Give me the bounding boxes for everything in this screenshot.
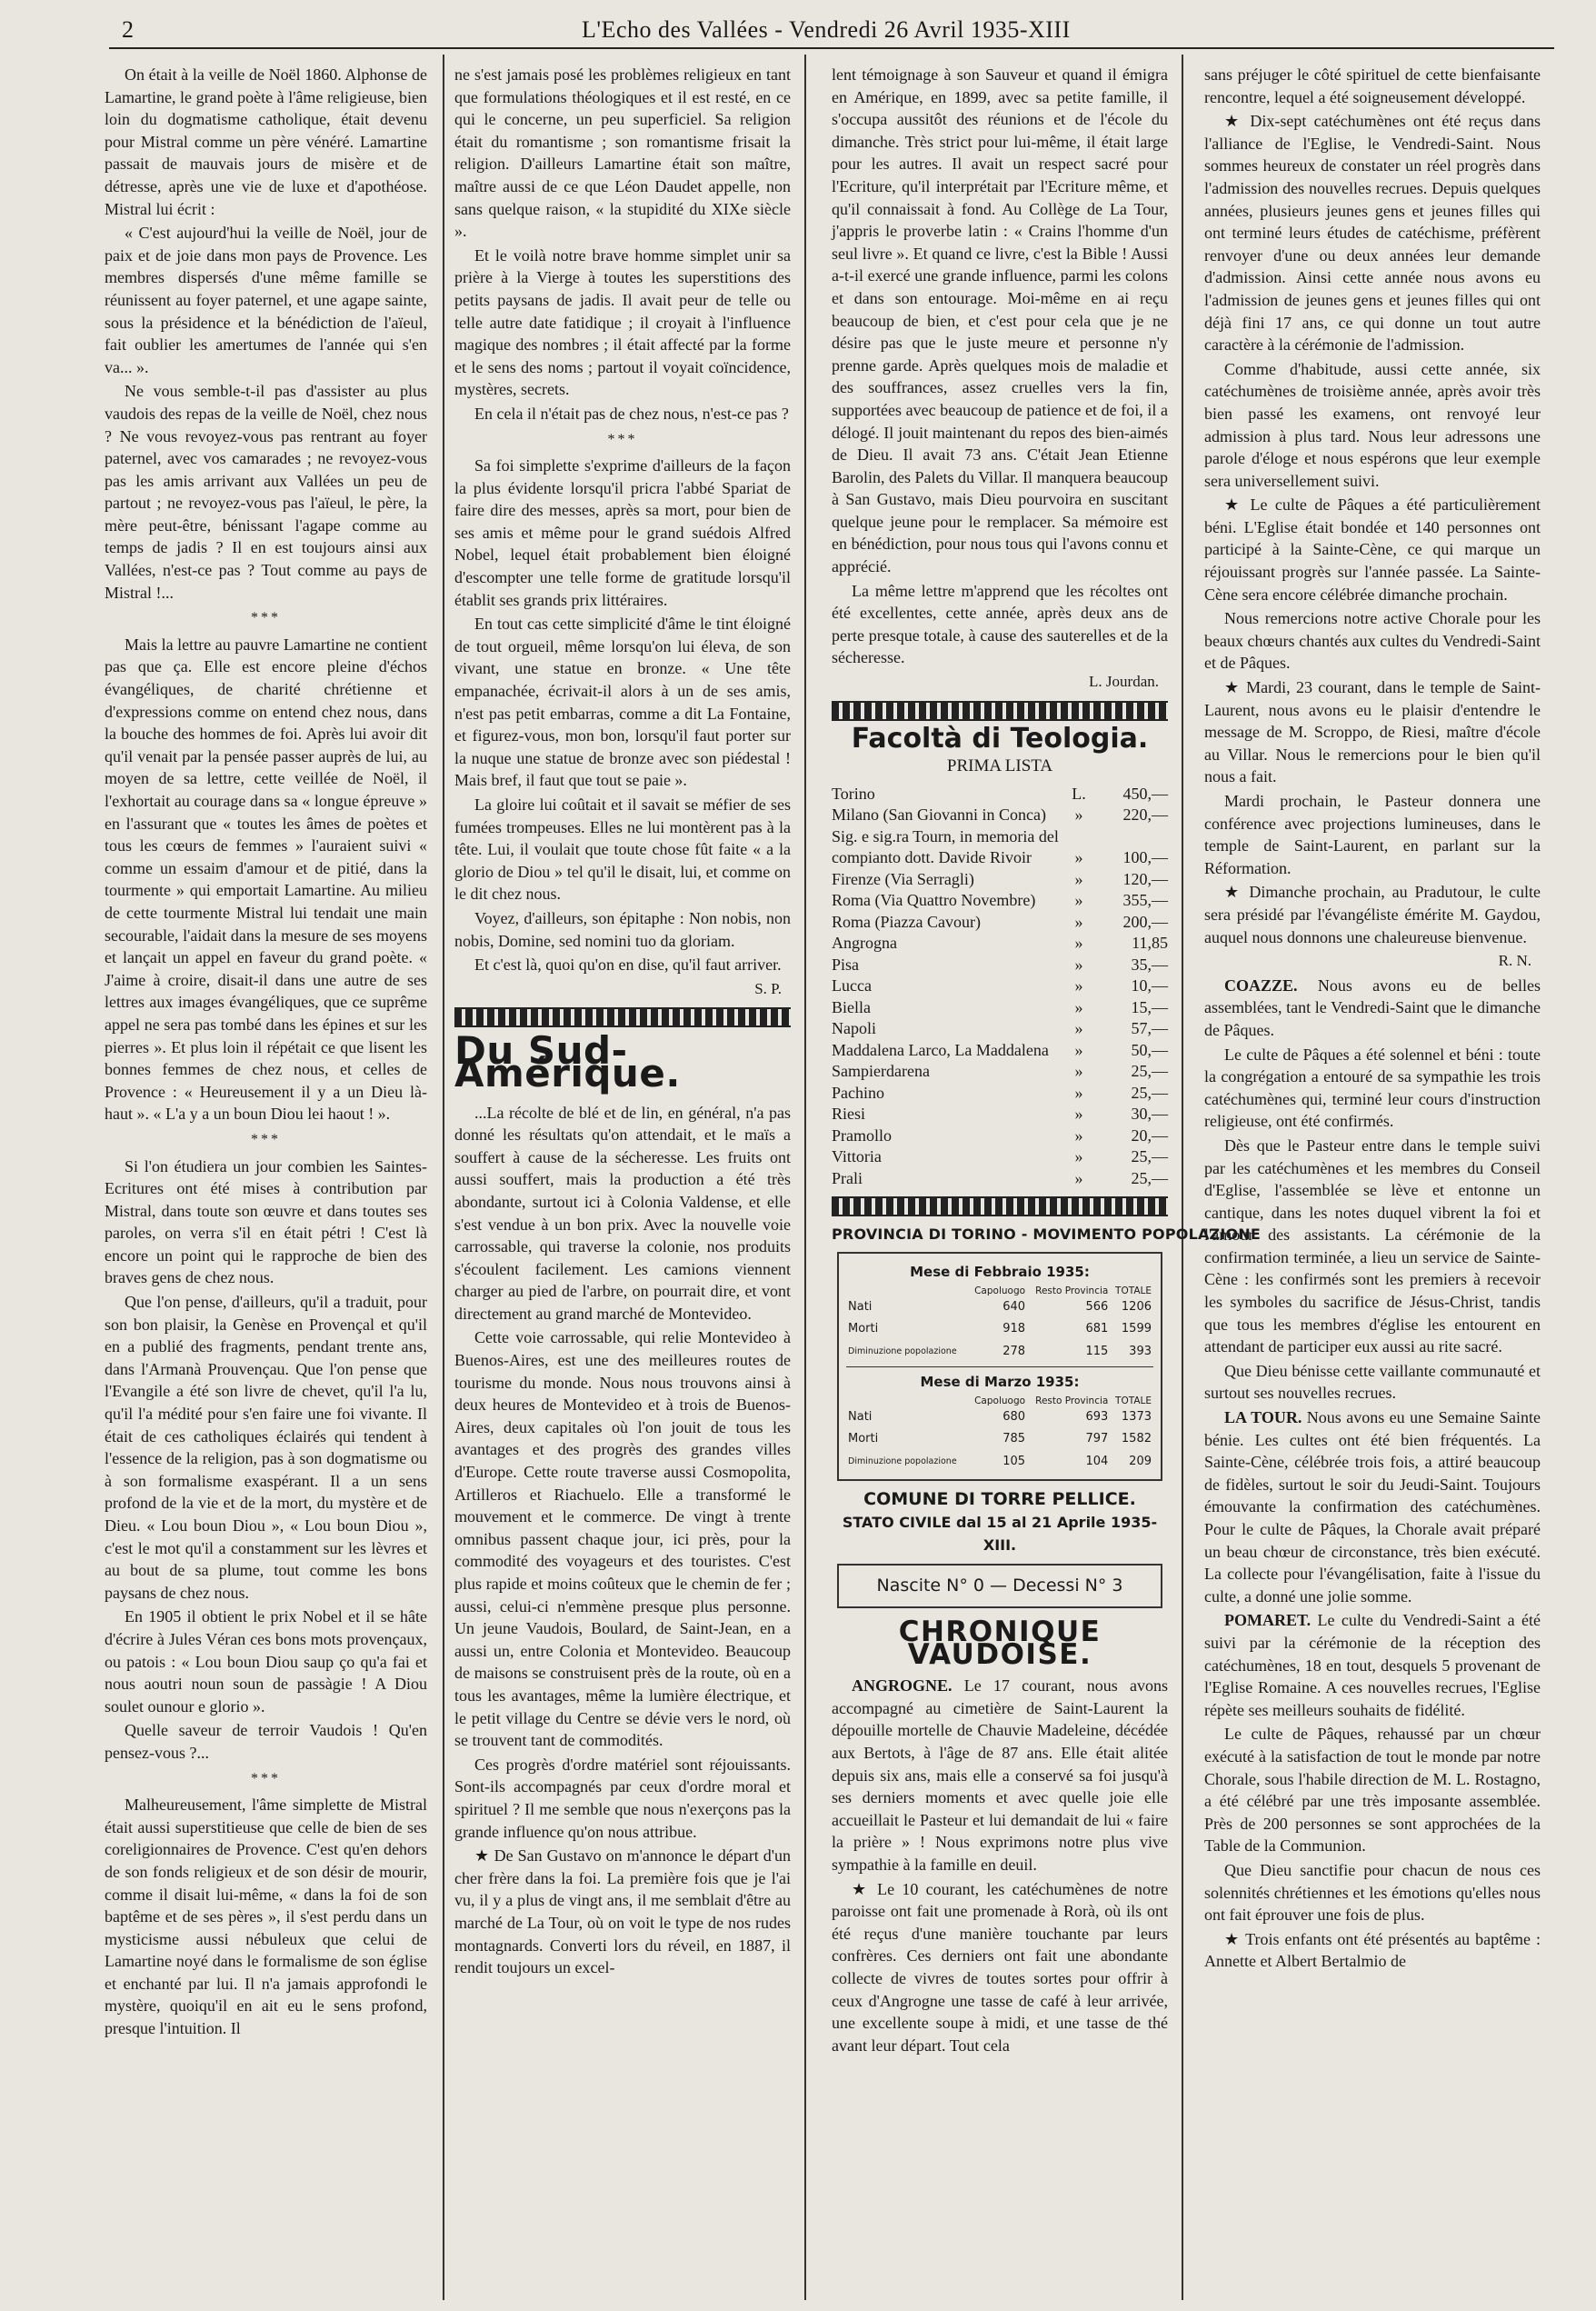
cell: 797 <box>1085 1432 1109 1446</box>
paragraph <box>1204 975 1541 1042</box>
paragraph: Si l'on étudiera un jour combien les Saintes-Ecritures ont été mises à contribution par Mistral, dans toute son œuvre et dans toutes ses paroles, on verra s'il en était pétri ! C'est là encore un point qui le rapproche de bien des braves gens de chez nous. <box>105 1156 427 1287</box>
place-name: LA TOUR. <box>1224 1408 1302 1427</box>
column-header: Capoluogo <box>974 1285 1026 1296</box>
currency: » <box>1074 1125 1083 1145</box>
amount: 25,— <box>1131 1147 1168 1166</box>
facolta-title: Facoltà di Teologia. <box>851 722 1149 755</box>
month-heading: Mese di Febbraio 1935: <box>910 1263 1090 1280</box>
row-label: Morti <box>848 1322 879 1336</box>
paragraph-text: ★ Dimanche prochain, au Pradutour, le culte sera présidé par l'évangéliste émérite M. Gaydou, auquel nous donnons une chaleureuse bienvenue. <box>1204 883 1541 946</box>
paragraph <box>1204 1723 1541 1857</box>
donor-name: Lucca <box>832 976 872 995</box>
signature: L. Jourdan. <box>1089 673 1159 691</box>
donation-row <box>832 975 1168 997</box>
paragraph-text: Nous avons eu une Semaine Sainte bénie. Les cultes ont été bien fréquentés. La Sainte-Cène, célébrée trois fois, a attiré beaucoup de fidèles, surtout le soir du Jeudi-Saint. Toujours émouvante la confirmation des catéchumènes. Pour le culte de Pâques, la Chorale avait préparé un beau chœur de circonstance, très bien exécuté. La collecte pour l'évangélisation, faite à l'issue du culte, a donné une jolie somme. <box>1204 1408 1541 1606</box>
paragraph <box>1204 607 1541 675</box>
row-label-text: Diminuzione popolazione <box>848 1346 957 1356</box>
paragraph-text: ★ Trois enfants ont été présentés au baptême : Annette et Albert Bertalmio de <box>1204 1929 1541 1971</box>
paragraph: ne s'est jamais posé les problèmes religieux en tant que formulations théologiques et il est resté, en ce qui le concerne, un peu superficiel. Sa religion était du romantisme ; son romantisme frisait la religion. D'ailleurs Lamartine était son maître, maître aussi de ce que Léon Daudet appelle, non sans quelque raison, « la stupidité du XIXe siècle ». <box>454 65 791 241</box>
decorative-border <box>454 1007 791 1027</box>
donor-name: Napoli <box>832 1019 876 1038</box>
currency: » <box>1074 869 1083 888</box>
donation-row <box>832 1018 1168 1040</box>
paragraph <box>1204 1609 1541 1721</box>
column-2 <box>454 64 791 2296</box>
paragraph-text: Que Dieu sanctifie pour chacun de nous ces solennités chrétiennes et les émotions qu'elles nous ont fait éprouver une fois de plus. <box>1204 1860 1541 1925</box>
donation-row <box>832 847 1168 869</box>
paragraph <box>832 1675 1168 1876</box>
column-divider <box>1182 55 1183 2300</box>
paragraph-text: ★ Dix-sept catéchumènes ont été reçus dans l'alliance de l'Eglise, le Vendredi-Saint. Nous sommes heureux de constater un réel progrès dans l'admission des nouvelles recrues. Depuis quelques années, plusieurs jeunes gens et jeunes filles qui ont terminé leurs études de catéchisme, préfèrent renvoyer d'une ou deux années leur demande d'admission. Ainsi cette année nous avons eu l'admission de jeunes gens et jeunes filles qui ont déjà fini 17 ans, ce qui donne un tout autre caractère à la cérémonie de l'admission. <box>1204 112 1541 355</box>
paragraph <box>1204 494 1541 605</box>
paragraph: La gloire lui coûtait et il savait se méfier de ses fumées trompeuses. Elles ne lui montèrent pas à la tête. Lui, il voulait que toute chose fût faite « a la glorio de Diou » tel qu'il le disait, lui, et comme on le dit chez nous. <box>454 795 791 904</box>
paragraph-text: Nous remercions notre active Chorale pour les beaux chœurs chantés aux cultes du Vendredi-Saint et de Pâques. <box>1204 609 1541 673</box>
paragraph: Ces progrès d'ordre matériel sont réjouissants. Sont-ils accompagnés par ceux d'ordre moral et spirituel ? Il me semble que nous n'exerçons pas la grande influence qu'on nous attribue. <box>454 1755 791 1841</box>
donation-row <box>832 1040 1168 1062</box>
amount: 10,— <box>1131 976 1168 995</box>
paragraph: Que l'on pense, d'ailleurs, qu'il a traduit, pour son bon plaisir, la Genèse en Provençal et qu'il en a publié des fragments, pendant trente ans, dans l'Armanà Prouvençau. Que l'on pense que l'Evangile a été son livre de chevet, qu'il l'a lu, qu'il l'a médité pour s'en faire une foi vivante. Il était de ces catholiques éclairés qui tendent à l'essence de la religion, pas à son dogmatisme ou à son formalisme exaspérant. Il a un sens profond de la vie et de la mort, du mystère et de Dieu. « Lou boun Diou », « Lou boun Diou », c'est le mot qu'il a constamment sur les lèvres et au bout de sa plume, tout comme les bons paysans de chez nous. <box>105 1293 427 1602</box>
paragraph-text: Comme d'habitude, aussi cette année, six catéchumènes de troisième année, après avoir très bien passé les examens, ont renvoyé leur admission à plus tard. Nous leur adressons une parole d'éloge et nous espérons que leur exemple sera universellement suivi. <box>1204 359 1541 490</box>
donor-name: Firenze (Via Serragli) <box>832 869 974 888</box>
column-header: Resto Provincia <box>1035 1395 1109 1406</box>
currency: » <box>1074 1083 1083 1102</box>
donation-row <box>832 784 1168 805</box>
paragraph-text: Le 17 courant, nous avons accompagné au cimetière de Saint-Laurent la dépouille mortelle de Chauvie Madeleine, décédée aux Bertots, à l'âge de 87 ans. Elle était alitée depuis six ans, mais elle a conservé sa foi jusqu'à ses derniers moments et avec quelle joie elle accueillait le Pasteur et lui demandait de lui « faire la prière » ! Nous exprimons notre plus vive sympathie à la famille en deuil. <box>832 1676 1168 1874</box>
column-header: Capoluogo <box>974 1395 1026 1406</box>
newspaper-title: L'Echo des Vallées - Vendredi 26 Avril 1935-XIII <box>582 16 1071 43</box>
paragraph <box>1204 1044 1541 1133</box>
place-name: COAZZE. <box>1224 975 1298 995</box>
place-name: POMARET. <box>1224 1611 1312 1630</box>
column-4 <box>1204 64 1541 2296</box>
paragraph <box>1204 676 1541 788</box>
amount: 20,— <box>1131 1125 1168 1145</box>
donation-row <box>832 826 1168 848</box>
currency: » <box>1074 934 1083 953</box>
table-row <box>846 1428 1153 1451</box>
column-1 <box>105 64 427 2296</box>
donation-row <box>832 1083 1168 1105</box>
amount: 57,— <box>1131 1019 1168 1038</box>
paragraph: Ne vous semble-t-il pas d'assister au plus vaudois des repas de la veille de Noël, chez nous ? Ne vous revoyez-vous pas rentrant au foyer paternel, avec vos camarades ; ne revoyez-vous pas les amis arrivant aux Vallées un peu de partout ; ne revoyez-vous pas l'aïeul, le père, la mère peut-être, bénissant l'agape comme au temps de jadis ? Il en est toujours ainsi aux Vallées, n'est-ce pas ? Tout comme au pays de Mistral !... <box>105 382 427 602</box>
cell: 1373 <box>1121 1409 1152 1424</box>
table-row <box>846 1318 1153 1341</box>
paragraph <box>1204 1928 1541 1973</box>
currency: » <box>1074 1168 1083 1187</box>
donation-row <box>832 1146 1168 1168</box>
donor-name: Pisa <box>832 955 860 974</box>
currency: L. <box>1072 784 1086 803</box>
amount: 100,— <box>1122 848 1168 867</box>
paragraph: Cette voie carrossable, qui relie Montevideo à Buenos-Aires, est une des meilleures routes de tourisme du monde. Nous nous trouvons ainsi à deux heures de Montevideo et à trois de Buenos-Aires, deux capitales où l'on jouit de tous les avantages et des progrès des grandes villes d'Europe. Cette route traverse aussi Cosmopolita, Artilleros et Riachuelo. Elle a transformé le mouvement et le commerce. De vingt à trente omnibus passent chaque jour, ici près, pour la commodité des voyageurs et des touristes. C'est plus rapide et moins coûteux que le chemin de fer ; aussi, celui-ci n'emmène presque plus personne. Un jeune Vaudois, Boulard, de Saint-Jean, en a aussi un, entre Colonia et Montevideo. Beaucoup de maisons se construisent près de la route, où en a tous les avantages, même la lumière électrique, et le petit village du Centre se dévie vers le nord, où se trouvent tant de commodités. <box>454 1328 791 1750</box>
paragraph <box>1204 1859 1541 1926</box>
cell: 918 <box>1002 1322 1026 1336</box>
paragraph-text: Mardi prochain, le Pasteur donnera une conférence avec projections lumineuses, dans le temple de Saint-Laurent, en parlant sur la Réformation. <box>1204 792 1541 877</box>
table-row <box>846 1451 1153 1474</box>
separator-stars: *** <box>251 610 281 626</box>
currency: » <box>1074 912 1083 931</box>
donor-name: Pramollo <box>832 1125 892 1145</box>
donor-name: Sig. e sig.ra Tourn, in memoria del <box>832 826 1059 845</box>
paragraph-text: sans préjuger le côté spirituel de cette bienfaisante rencontre, lequel a été soigneusement développé. <box>1204 65 1541 106</box>
amount: 50,— <box>1131 1040 1168 1059</box>
donor-name: Angrogna <box>832 934 897 953</box>
cell: 1599 <box>1121 1322 1152 1336</box>
decorative-border <box>832 1196 1168 1216</box>
row-label: Nati <box>848 1299 873 1314</box>
currency: » <box>1074 1019 1083 1038</box>
paragraph: Voyez, d'ailleurs, son épitaphe : Non nobis, non nobis, Domine, sed nomini tuo da gloriam. <box>454 908 791 950</box>
paragraph <box>832 1878 1168 2057</box>
paragraph: Malheureusement, l'âme simplette de Mistral était aussi superstitieuse que celle de bien de ses coreligionnaires de Provence. C'est qu'en dehors de son fonds religieux et de son désir de mourir, comme il disait lui-même, « dans la foi de son baptême et de ses pères », il s'est perdu dans un mysticisme aussi nébuleux que celui de Lamartine noyé dans le formalisme de son église et enchanté par lui. Il n'a jamais approfondi le mystère, quoiqu'il en ait eu le sens profond, presque l'intuition. Il <box>105 1796 427 2038</box>
amount: 35,— <box>1131 955 1168 974</box>
paragraph <box>1204 790 1541 879</box>
paragraph: ...La récolte de blé et de lin, en général, n'a pas donné les résultats qu'on attendait, et le maïs a souffert à cause de la sécheresse. Les fruits ont aussi souffert, mais la production a été très abondante, surtout ici à Colonia Valdense, et elle s'est vendue à un bon prix. Avec la nouvelle voie carrossable, qui traverse la colonie, nos produits s'écoulent facilement. Les camions viennent charger au pied de l'arbre, on pourrait dire, et vont directement au grand marché de Montevideo. <box>454 1103 791 1323</box>
currency: » <box>1074 1062 1083 1081</box>
paragraph-text: Dès que le Pasteur entre dans le temple suivi par les catéchumènes et les membres du Conseil d'Eglise, l'assemblée se lève et entonne un cantique, dans les notes duquel vibrent la foi et l'amour des assistants. La cérémonie de la confirmation terminée, a lieu un service de Sainte-Cène : les confirmés sont les premiers à recevoir les symboles du sacrifice de Jésus-Christ, tandis que tous les membres d'église les entourent en attendant de participer eux aussi au rite sacré. <box>1204 1135 1541 1356</box>
column-header: Resto Provincia <box>1035 1285 1109 1296</box>
amount: 450,— <box>1122 784 1168 803</box>
paragraph <box>1204 1135 1541 1358</box>
row-label <box>846 1341 968 1364</box>
donation-row <box>832 890 1168 912</box>
donation-row <box>832 997 1168 1019</box>
donor-name: Sampierdarena <box>832 1062 930 1081</box>
separator-stars: *** <box>251 1131 281 1147</box>
paragraph-text: Le culte de Pâques, rehaussé par un chœur exécuté à la satisfaction de tout le monde par notre Chorale, sous l'habile direction de M. L. Rostagno, a été célébré par une très imposante assemblée. Près de 200 personnes se sont approchées de la Table de la Communion. <box>1204 1725 1541 1856</box>
donation-row <box>832 869 1168 891</box>
donor-name: Milano (San Giovanni in Conca) <box>832 805 1046 825</box>
paragraph <box>1204 1360 1541 1405</box>
stats-table <box>846 1396 1153 1474</box>
paragraph <box>1204 64 1541 108</box>
donation-row <box>832 1125 1168 1147</box>
cell: 393 <box>1129 1344 1152 1358</box>
donation-row <box>832 1168 1168 1190</box>
amount <box>1095 826 1168 848</box>
row-label: Nati <box>848 1409 873 1424</box>
currency: » <box>1074 976 1083 995</box>
paragraph-text: Nous avons eu de belles assemblées, tant le Vendredi-Saint que le dimanche de Pâques. <box>1204 975 1541 1039</box>
paragraph: On était à la veille de Noël 1860. Alphonse de Lamartine, le grand poète à l'âme religieuse, bien loin du dogmatisme catholique, était devenu pour Mistral comme un père vénéré. Lamartine passait de mauvais jours de misère et de détresse, après une vie de luxe et d'apothéose. Mistral lui écrit : <box>105 65 427 218</box>
month-heading: Mese di Marzo 1935: <box>920 1374 1080 1391</box>
cell: 209 <box>1129 1455 1152 1469</box>
cell: 566 <box>1085 1299 1109 1314</box>
row-label-text: Diminuzione popolazione <box>848 1456 957 1467</box>
paragraph: Et c'est là, quoi qu'on en dise, qu'il faut arriver. <box>474 955 782 975</box>
amount: 220,— <box>1122 805 1168 825</box>
signature: S. P. <box>754 979 782 997</box>
currency: » <box>1074 1147 1083 1166</box>
table-row <box>846 1406 1153 1429</box>
cell: 681 <box>1085 1322 1109 1336</box>
currency: » <box>1074 848 1083 867</box>
paragraph: ★ De San Gustavo on m'annonce le départ d'un cher frère dans la foi. La première fois que je l'ai vu, il y a plus de vingt ans, il me semblait d'être au marché de La Tour, où on voit le type de nos rudes montagnards. Converti lors du réveil, en 1887, il rendit toujours un excel- <box>454 1846 791 1977</box>
paragraph: En 1905 il obtient le prix Nobel et il se hâte d'écrire à Jules Véran ces bons mots provençaux, ou patois : « Lou boun Diou saup ço qu'a fai et nous aoutri noun soun de passàgie ! A Diou soulet ounour e glorio ». <box>105 1607 427 1716</box>
separator-stars: *** <box>607 431 638 447</box>
amount: 200,— <box>1122 912 1168 931</box>
amount: 25,— <box>1131 1062 1168 1081</box>
currency: » <box>1074 997 1083 1016</box>
donor-name: Pachino <box>832 1083 884 1102</box>
cell: 785 <box>1002 1432 1026 1446</box>
donation-row <box>832 1061 1168 1083</box>
donor-name: Torino <box>832 784 875 803</box>
paragraph: Mais la lettre au pauvre Lamartine ne contient pas que ça. Elle est encore pleine d'échos évangéliques, de charité chrétienne et d'expressions comme on entend chez nous, dans la bouche des hommes de foi. Après lui avoir dit qu'il venait par la pensée passer auprès de lui, au moyen de sa lettre, cette veillée de Noël, il l'exhortait au courage dans sa « longue épreuve » en l'assurant que « toutes les âmes de poètes et tous les cœurs de femmes » l'auraient suivi « comme un essaim d'amour et de pitié, dans la tourmente » qui emportait Lamartine. Au milieu de cette tourmente Mistral lui tendait une main secourable, l'aidait dans la mesure de ses moyens et lançait un appel en faveur du grand poète. « J'aime à croire, disait-il dans une autre de ses lettres aux images évangéliques, que ce suprême appel ne sera pas tombé dans les épines et sur les pierres ». Et plus loin il répétait ce que lisent les bonnes femmes de chez nous, et celles de Provence : « Heureusement il y a un Dieu là-haut ». « L'a y a un boun Diou lei haout ! ». <box>105 635 427 1124</box>
paragraph: Quelle saveur de terroir Vaudois ! Qu'en pensez-vous ?... <box>105 1721 427 1762</box>
paragraph: lent témoignage à son Sauveur et quand il émigra en Amérique, en 1899, avec sa petite famille, il s'occupa aussitôt des réunions et de l'école du dimanche. Très strict pour lui-même, il était large pour les autres. Il avait un respect sacré pour l'Ecriture, qu'il interprétait par l'Ecriture même, et qu'il connaissait à fond. Au Collège de La Tour, j'appris le proverbe latin : « Crains l'homme d'un seul livre ». Et quand ce livre, c'est la Bible ! Aussi a-t-il exercé une grande influence, parmi les colons et dans son entourage. Moi-même en ai reçu beaucoup de bien, et c'est pour cela que je ne désire pas que le juste meure et personne n'y prenne garde. Après quelques mois de maladie et des souffrances, assez cruelles vers la fin, supportées avec beaucoup de patience et de foi, il a délogé. Il jouit maintenant du repos des bien-aimés de Dieu. Il avait 73 ans. C'était Jean Etienne Barolin, des Palets du Villar. Il manquera beaucoup à San Gustavo, mais Dieu pourvoira en suscitant quelque jeune pour le remplacer. Sa mémoire est en bénédiction, pour nous tous qui l'avons connu et apprécié. <box>832 65 1168 576</box>
paragraph <box>1204 358 1541 493</box>
donation-row <box>832 933 1168 955</box>
currency: » <box>1074 805 1083 825</box>
stats-table <box>846 1286 1153 1364</box>
donor-name: Riesi <box>832 1105 866 1124</box>
paragraph-text: ★ Le 10 courant, les catéchumènes de notre paroisse ont fait une promenade à Rorà, où ils ont été reçus d'une manière touchante par leurs confrères. Ces derniers ont fait une abondante collecte de vivres de toutes sortes pour offrir à ceux d'Angrogne une tasse de café à leur arrivée, une excellente soupe à midi, et une tasse de thé avant leur départ. Tout cela <box>832 1879 1168 2055</box>
column-header: TOTALE <box>1115 1285 1152 1296</box>
cell: 115 <box>1085 1344 1109 1358</box>
currency: » <box>1074 1105 1083 1124</box>
donation-list <box>832 784 1168 1190</box>
paragraph-text: Que Dieu bénisse cette vaillante communauté et surtout ses nouvelles recrues. <box>1204 1361 1541 1403</box>
facolta-subtitle: PRIMA LISTA <box>946 756 1053 776</box>
amount: 355,— <box>1122 891 1168 910</box>
amount: 120,— <box>1122 869 1168 888</box>
donor-name: compianto dott. Davide Rivoir <box>832 848 1032 867</box>
paragraph: En tout cas cette simplicité d'âme le tint éloigné de tout orgueil, même lorsqu'on lui éleva, de son vivant, une statue en bronze. « Une tête empanachée, écrivait-il alors à un de ses amis, n'est pas petit embarras, comme a dit La Fontaine, et figurez-vous, mon bon, lorsqu'il faut porter sur la nuque une statue de bronze avec son piédestal ! Mais bref, il faut que tout se paie ». <box>454 615 791 790</box>
donor-name: Roma (Via Quattro Novembre) <box>832 891 1036 910</box>
comune-heading: COMUNE DI TORRE PELLICE. <box>863 1488 1136 1509</box>
column-divider <box>804 55 806 2300</box>
separator-stars: *** <box>251 1770 281 1786</box>
page-header <box>109 11 1554 49</box>
paragraph <box>1204 881 1541 948</box>
page-number: 2 <box>122 16 134 43</box>
births-deaths-box: Nascite N° 0 — Decessi N° 3 <box>837 1564 1162 1608</box>
donor-name: Maddalena Larco, La Maddalena <box>832 1040 1049 1059</box>
currency: » <box>1074 955 1083 974</box>
cell: 680 <box>1002 1409 1026 1424</box>
paragraph: Et le voilà notre brave homme simplet unir sa prière à la Vierge à toutes les superstitions des petits paysans de jadis. Il avait peur de telle ou telle autre date fatidique ; il croyait à l'influence magique des nombres ; il était affecté par la forme et le sens des noms ; partout il voyait coïncidence, mystères, secrets. <box>454 245 791 399</box>
paragraph: En cela il n'était pas de chez nous, n'est-ce pas ? <box>474 404 789 423</box>
row-label: Morti <box>848 1432 879 1446</box>
column-divider <box>443 55 444 2300</box>
paragraph-text: Le culte de Pâques a été solennel et béni : toute la congrégation a entouré de sa sympathie les trois catéchumènes qui, terminé leur cours d'instruction religieuse, ont été confirmés. <box>1204 1045 1541 1131</box>
donation-row <box>832 955 1168 976</box>
article-title: Du Sud-Amérique. <box>454 1028 681 1095</box>
amount: 11,85 <box>1132 934 1168 953</box>
paragraph: La même lettre m'apprend que les récoltes ont été excellentes, cette année, après deux ans de perte presque totale, à cause des sauterelles et de la sécheresse. <box>832 581 1168 667</box>
amount: 25,— <box>1131 1168 1168 1187</box>
donation-row <box>832 912 1168 934</box>
paragraph: Sa foi simplette s'exprime d'ailleurs de la façon la plus évidente lorsqu'il pricra l'abbé Spariat de faire dire des messes, après sa mort, pour bien de ses amis et même pour le grand suédois Alfred Nobel, lequel était probablement bien éloigné d'escompter une telle forme de gratitude lorsqu'il établit ses grands prix littéraires. <box>454 456 791 609</box>
currency: » <box>1074 891 1083 910</box>
paragraph <box>1204 110 1541 356</box>
chronique-title: CHRONIQUE VAUDOISE. <box>898 1616 1102 1671</box>
amount: 15,— <box>1131 997 1168 1016</box>
paragraph <box>1204 1406 1541 1607</box>
cell: 105 <box>1002 1455 1026 1469</box>
donation-row <box>832 805 1168 826</box>
population-table <box>837 1252 1162 1481</box>
cell: 1582 <box>1121 1432 1152 1446</box>
donor-name: Roma (Piazza Cavour) <box>832 912 981 931</box>
donor-name: Vittoria <box>832 1147 882 1166</box>
paragraph: « C'est aujourd'hui la veille de Noël, jour de paix et de joie dans mon pays de Provence. Les membres dispersés d'une même famille se réunissent au foyer paternel, et une agape sainte, sous la présidence et la bénédiction de l'aïeul, fait oublier les amertumes de l'année qui s'en va... ». <box>105 224 427 376</box>
population-title: PROVINCIA DI TORINO - MOVIMENTO POPOLAZIONE <box>832 1226 1262 1244</box>
cell: 693 <box>1085 1409 1109 1424</box>
decorative-border <box>832 701 1168 721</box>
paragraph-text: ★ Mardi, 23 courant, dans le temple de Saint-Laurent, nous avons eu le plaisir d'entendre le message de M. Scroppo, de Riesi, maître d'école au Villar. Nous le remercions pour le bien qu'il nous a fait. <box>1204 678 1541 786</box>
cell: 640 <box>1002 1299 1026 1314</box>
place-name: ANGROGNE. <box>852 1676 953 1696</box>
paragraph-text: ★ Le culte de Pâques a été particulièrement béni. L'Eglise était bondée et 140 personnes ont participé à la Sainte-Cène, ce qui marque un réjouissant progrès sur l'année passée. La Sainte-Cène sera encore célébrée dimanche prochain. <box>1204 495 1541 604</box>
donation-row <box>832 1104 1168 1125</box>
currency <box>1062 826 1095 848</box>
cell: 278 <box>1002 1344 1026 1358</box>
stato-civile-heading: STATO CIVILE dal 15 al 21 Aprile 1935-XIII. <box>842 1514 1158 1554</box>
cell: 1206 <box>1121 1299 1152 1314</box>
donor-name: Prali <box>832 1168 863 1187</box>
row-label <box>846 1451 968 1474</box>
table-row <box>846 1296 1153 1319</box>
amount: 25,— <box>1131 1083 1168 1102</box>
signature: R. N. <box>1498 952 1531 970</box>
paragraph-text: Le culte du Vendredi-Saint a été suivi par la cérémonie de la réception des catéchumènes, 18 en tout, desquels 5 provenant de l'Eglise Romaine. A ces nouvelles recrues, l'Eglise répète ses meilleurs souhaits de fidélité. <box>1204 1611 1541 1719</box>
donor-name: Biella <box>832 997 871 1016</box>
currency: » <box>1074 1040 1083 1059</box>
column-header: TOTALE <box>1115 1395 1152 1406</box>
cell: 104 <box>1085 1455 1109 1469</box>
amount: 30,— <box>1131 1105 1168 1124</box>
table-row <box>846 1341 1153 1364</box>
